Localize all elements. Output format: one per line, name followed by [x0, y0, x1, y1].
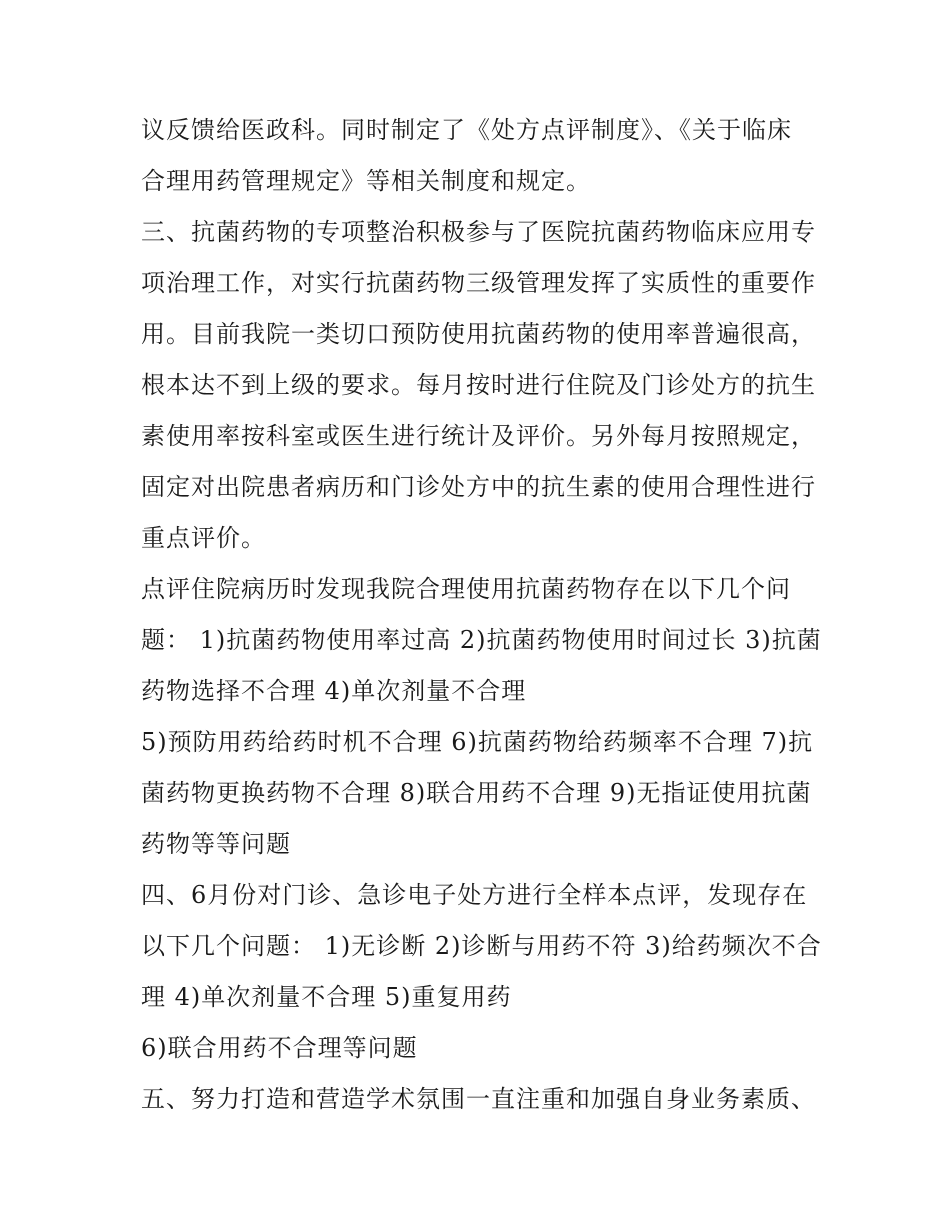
text-line: 6)联合用药不合理等问题 [141, 1034, 418, 1062]
text-line: 合理用药管理规定》等相关制度和规定。 [141, 167, 591, 195]
text-line: 素使用率按科室或医生进行统计及评价。另外每月按照规定， [141, 422, 816, 450]
text-line: 固定对出院患者病历和门诊处方中的抗生素的使用合理性进行 [141, 473, 816, 501]
text-line: 题： 1)抗菌药物使用率过高 2)抗菌药物使用时间过长 3)抗菌 [141, 626, 822, 654]
document-body [141, 109, 821, 1129]
text-line: 重点评价。 [141, 524, 266, 552]
text-line: 理 4)单次剂量不合理 5)重复用药 [141, 983, 512, 1011]
text-line: 以下几个问题： 1)无诊断 2)诊断与用药不符 3)给药频次不合 [141, 932, 822, 960]
text-line: 五、努力打造和营造学术氛围一直注重和加强自身业务素质、 [141, 1085, 816, 1113]
text-line: 菌药物更换药物不合理 8)联合用药不合理 9)无指证使用抗菌 [141, 779, 812, 807]
text-line: 药物选择不合理 4)单次剂量不合理 [141, 677, 527, 705]
text-line: 三、抗菌药物的专项整治积极参与了医院抗菌药物临床应用专 [141, 218, 816, 246]
text-line: 药物等等问题 [141, 830, 291, 858]
text-line: 项治理工作，对实行抗菌药物三级管理发挥了实质性的重要作 [141, 269, 816, 297]
text-line: 四、6月份对门诊、急诊电子处方进行全样本点评，发现存在 [141, 881, 808, 909]
text-line: 议反馈给医政科。同时制定了《处方点评制度》、《关于临床 [141, 116, 792, 144]
text-line: 根本达不到上级的要求。每月按时进行住院及门诊处方的抗生 [141, 371, 816, 399]
text-line: 用。目前我院一类切口预防使用抗菌药物的使用率普遍很高， [141, 320, 816, 348]
text-line: 5)预防用药给药时机不合理 6)抗菌药物给药频率不合理 7)抗 [141, 728, 814, 756]
text-line: 点评住院病历时发现我院合理使用抗菌药物存在以下几个问 [141, 575, 791, 603]
